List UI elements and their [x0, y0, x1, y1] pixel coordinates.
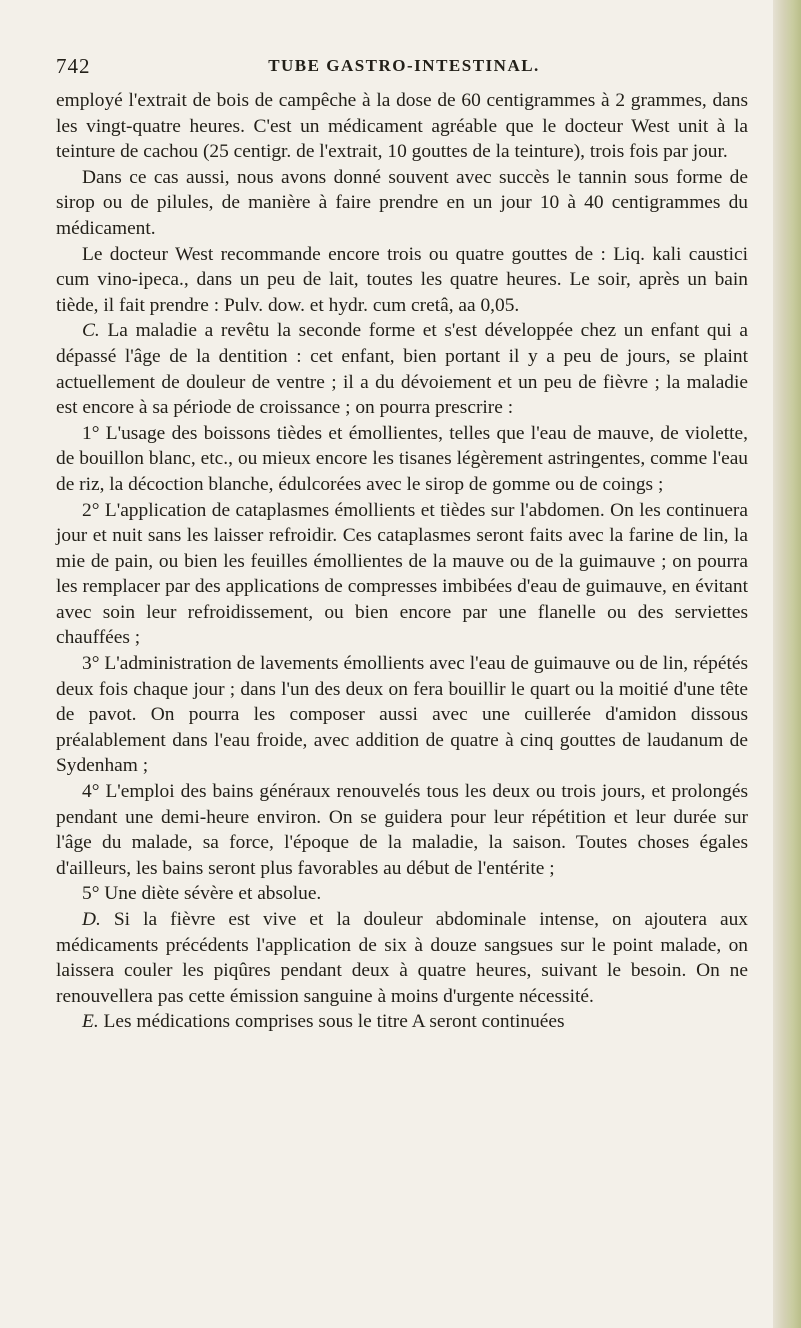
section-letter: E. [82, 1011, 99, 1033]
paragraph-text: 4° L'emploi des bains généraux renouvelés tous les deux ou trois jours, et prolongés pendant une demi-heure environ. On se guidera pour leur répétition et leur durée sur l'âge du malade, sa force, l'époque de la maladie, la saison. Toutes choses égales d'ailleurs, les bains seront plus favorables au début de l'entérite ; [56, 781, 748, 879]
paragraph [56, 242, 748, 319]
paragraph [56, 907, 748, 1009]
paragraph-text: 3° L'administration de lavements émollients avec l'eau de guimauve ou de lin, répétés deux fois chaque jour ; dans l'un des deux on fera bouillir le quart ou la moitié d'une tête de pavot. On pourra les composer aussi avec une cuillerée d'amidon dissous préalablement dans l'eau froide, avec addition de quatre à cinq gouttes de laudanum de Sydenham ; [56, 653, 748, 777]
paragraph [56, 881, 748, 907]
paragraph-text: 1° L'usage des boissons tièdes et émollientes, telles que l'eau de mauve, de violette, de bouillon blanc, etc., ou mieux encore les tisanes légèrement astringentes, comme l'eau de riz, la décoction blanche, édulcorées avec le sirop de gomme ou de coings ; [56, 422, 748, 495]
paragraph-text: Les médications comprises sous le titre A seront continuées [98, 1011, 565, 1033]
paragraph [56, 651, 748, 779]
page-edge [773, 0, 801, 1328]
paragraph [56, 88, 748, 165]
section-letter: D. [82, 909, 101, 930]
paragraph [56, 165, 748, 242]
paragraph [56, 779, 748, 881]
page-number: 742 [56, 54, 91, 78]
paragraph-text: employé l'extrait de bois de campêche à la dose de 60 centigrammes à 2 grammes, dans les vingt-quatre heures. C'est un médicament agréable que le docteur West unit à la teinture de cachou (25 centigr. de l'extrait, 10 gouttes de la teinture), trois fois par jour. [56, 90, 748, 163]
paragraph-text: Le docteur West recommande encore trois ou quatre gouttes de : Liq. kali caustici cum vino-ipeca., dans un peu de lait, toutes les quatre heures. Le soir, après un bain tiède, il fait prendre : Pulv. dow. et hydr. cum cretâ, aa 0,05. [56, 243, 748, 316]
body-text [56, 88, 748, 1035]
paragraph [56, 318, 748, 420]
page-header [56, 54, 752, 84]
paragraph-text: Dans ce cas aussi, nous avons donné souvent avec succès le tannin sous forme de sirop ou de pilules, de manière à faire prendre en un jour 10 à 40 centigrammes du médicament. [56, 166, 748, 239]
paragraph [56, 498, 748, 652]
paragraph [56, 421, 748, 498]
running-title: TUBE GASTRO-INTESTINAL. [268, 56, 540, 75]
paragraph-text: 2° L'application de cataplasmes émollients et tièdes sur l'abdomen. On les continuera jour et nuit sans les laisser refroidir. Ces cataplasmes seront faits avec la farine de lin, la mie de pain, ou bien les feuilles émollientes de la mauve ou de la guimauve ; on pourra les remplacer par des applications de compresses imbibées d'eau de guimauve, en évitant avec soin leur refroidissement, ou bien encore par une flanelle ou des serviettes chauffées ; [56, 499, 748, 649]
paragraph [56, 1009, 748, 1035]
paragraph-text: La maladie a revêtu la seconde forme et s'est développée chez un enfant qui a dépassé l'âge de la dentition : cet enfant, bien portant il y a peu de jours, se plaint actuellement de douleur de ventre ; il a du dévoiement et un peu de fièvre ; la maladie est encore à sa période de croissance ; on pourra prescrire : [56, 320, 748, 419]
paragraph-text: 5° Une diète sévère et absolue. [82, 883, 322, 905]
paragraph-text: Si la fièvre est vive et la douleur abdominale intense, on ajoutera aux médicaments précédents l'application de six à douze sangsues sur le point malade, on laissera couler les piqûres pendant deux à quatre heures, suivant le besoin. On ne renouvellera pas cette émission sanguine à moins d'urgente nécessité. [56, 909, 748, 1007]
section-letter: C. [82, 320, 100, 342]
